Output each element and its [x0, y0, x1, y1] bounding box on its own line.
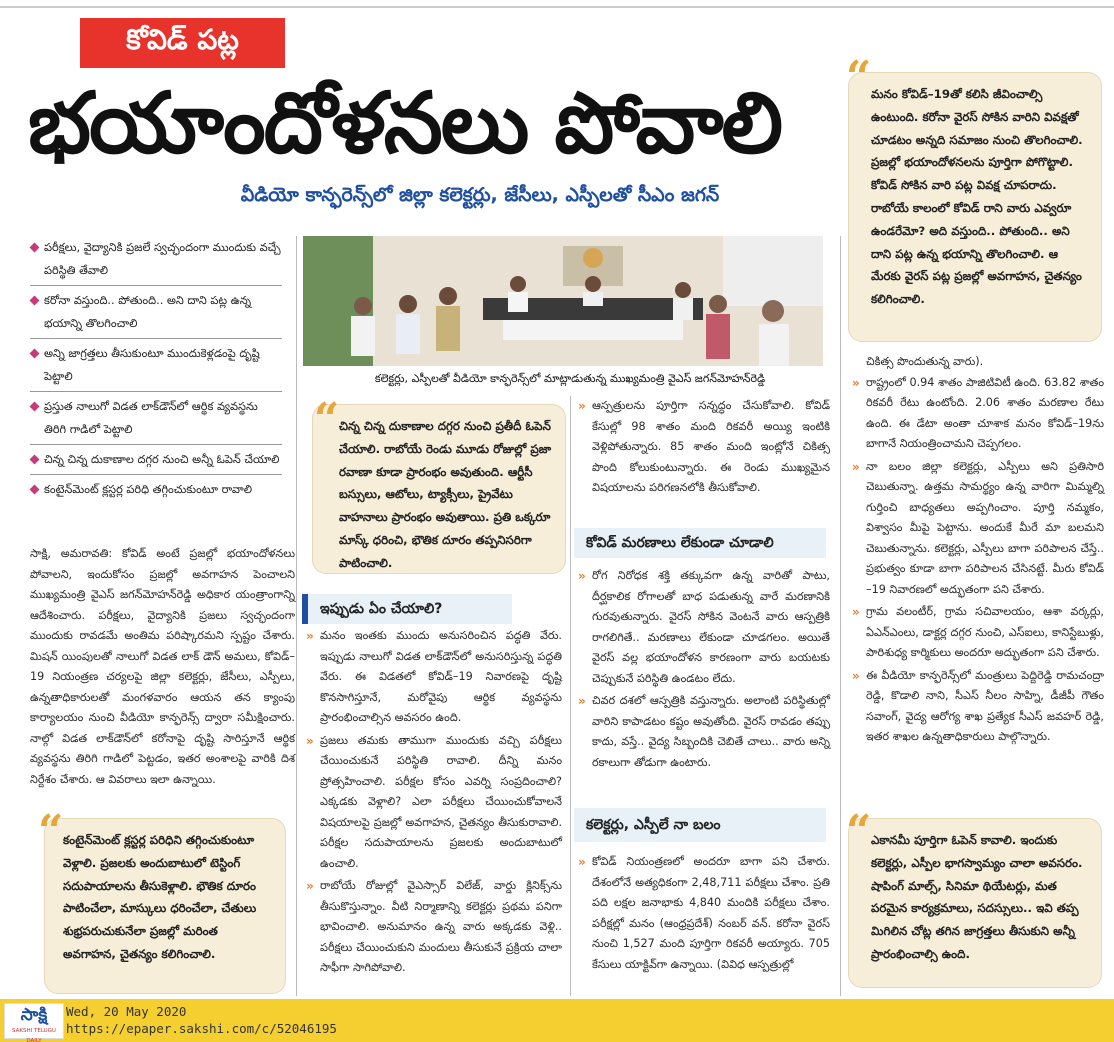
section-heading: కోవిడ్ మరణాలు లేకుండా చూడాలి	[574, 528, 826, 558]
column-divider	[296, 236, 297, 996]
intro-paragraph: సాక్షి, అమరావతి: కోవిడ్ అంటే ప్రజల్లో భయాందోళనలు పోవాలని, ఇందుకోసం ప్రజల్లో అవగాహన పెంచాలని ముఖ్యమంత్రి వైఎస్ జగన్‌మోహన్‌రెడ్డి అధికార యంత్రాంగాన్ని ఆదేశించారు. పరీక్షలు, వైద్యానికి ప్రజలు స్వచ్ఛందంగా ముందుకు రావడమే అంతిమ పరిష్కారమని స్పష్టం చేశారు. మిషన్ యింపులతో నాలుగో విడత లాక్ డౌన్ అమలు, కోవిడ్–19 నియంత్రణ చర్యలపై జిల్లా కలెక్టర్లు, జేసీలు, ఎస్పీలు, ఉన్నతాధికారులతో మంగళవారం ఆయన తన క్యాంపు కార్యాలయం నుంచి వీడియో కాన్ఫరెన్స్ ద్వారా సమీక్షించారు. నాల్గో విడత లాక్‌డౌన్‌లో కరోనాపై దృష్టి సారిస్తూనే ఆర్థిక వ్యవస్థను తిరిగి గాడిలో పెట్టడం, ఇతర అంశాలపై వారికి దిశ నిర్దేశం చేశారు. ఆ వివరాలు ఇలా ఉన్నాయి.	[30, 547, 295, 786]
quote-mark-icon: “	[846, 806, 872, 857]
conference-photo	[303, 236, 823, 366]
quote-text: మనం కోవిడ్–19తో కలిసి జీవించాల్సి ఉంటుంది. కరోనా వైరస్ సోకిన వారిని వివక్షతో చూడటం అన్నది సమాజం నుంచి తొలగించాలి. ప్రజల్లో భయాందోళనలను పూర్తిగా పోగొట్టాలి. కోవిడ్ సోకిన వారి పట్ల వివక్ష చూపరాదు. రాబోయే కాలంలో కోవిడ్ రాని వారు ఎవ్వరూ ఉండరేమో? అది వస్తుంది.. పోతుంది.. అని దాని పట్ల ఉన్న భయాన్ని తొలగించాలి. ఆ మేరకు వైరస్ పట్ల ప్రజల్లో అవగాహన, చైతన్యం కలిగించాలి.	[871, 87, 1083, 307]
column-divider	[840, 236, 841, 996]
section1-paragraph: » ప్రజలు తమకు తాముగా ముందుకు వచ్చి పరీక్షలు చేయించుకునే పరిస్థితి రావాలి. దీన్ని మనం ప్రోత్సహించాలి. పరీక్షల కోసం ఎవర్ని సంప్రదించాలి? ఎక్కడకు వెళ్లాలి? ఎలా పరీక్షలు చేయించుకోవాలనే విషయాలపై ప్రజల్లో అవగాహన, చైతన్యం తీసుకురావాలి. పరీక్షల సదుపాయాలను ప్రజలకు అందుబాటులో ఉంచాలి.	[306, 731, 562, 875]
quote-text: చిన్న చిన్న దుకాణాల దగ్గర నుంచి ప్రతీదీ ఓపెన్ చేయాలి. రాబోయే రెండు మూడు రోజుల్లో ప్రజా రవాణా కూడా ప్రారంభం అవుతుంది. ఆర్టీసీ బస్సులు, ఆటోలు, ట్యాక్సీలు, ప్రైవేటు వాహనాలు ప్రారంభం అవుతాయి. ప్రతి ఒక్కరూ మాస్క్ ధరించి, భౌతిక దూరం తప్పనిసరిగా పాటించాలి.	[339, 419, 552, 570]
key-point: పరీక్షలు, వైద్యానికి ప్రజలే స్వచ్ఛందంగా ముందుకు వచ్చే పరిస్థితి తేవాలి	[30, 236, 282, 286]
column3-paragraph: » ఆస్పత్రులను పూర్తిగా సన్నద్ధం చేసుకోవాలి. కోవిడ్ కేసుల్లో 98 శాతం మంది రికవరీ అయ్యి ఇంటికి వెళ్లిపోతున్నారు. 85 శాతం మంది ఇంట్లోనే చికిత్స పొంది కోలుకుంటున్నారు. ఈ రెండు ముఖ్యమైన విషయాలను పరిగణనలోకి తీసుకోవాలి.	[578, 396, 830, 499]
photo-caption: కలెక్టర్లు, ఎస్పీలతో వీడియో కాన్ఫరెన్స్‌లో మాట్లాడుతున్న ముఖ్యమంత్రి వైఎస్ జగన్‌మోహన్‌రెడ్డి	[374, 372, 766, 385]
section-tag: కోవిడ్ పట్ల	[80, 18, 285, 68]
section3-body	[578, 852, 830, 977]
section1-body	[306, 626, 562, 981]
column3-top	[578, 396, 830, 501]
section1-paragraph: » రాబోయే రోజుల్లో వైఎస్సార్ విలేజ్, వార్డు క్లినిక్స్‌ను తీసుకొస్తున్నాం. వీటి నిర్మాణాన్ని కలెక్టర్లు ప్రథమ పనిగా భావించాలి. అనుమానం ఉన్న వారు అక్కడకు వెళ్లి.. పరీక్షలు చేయించుకుని మందులు తీసుకునే ప్రక్రియ చాలా సాఫీగా సాగిపోవాలి.	[306, 876, 562, 979]
column4-paragraph: » ఈ వీడియో కాన్ఫరెన్స్‌లో మంత్రులు పెద్దిరెడ్డి రామచంద్రా రెడ్డి, కొడాలి నాని, సీఎస్ నీలం సాహ్ని, డీజీపీ గౌతం సవాంగ్, వైద్య ఆరోగ్య శాఖ ప్రత్యేక సీఎస్ జవహర్ రెడ్డి, ఇతర శాఖల ఉన్నతాధికారులు పాల్గొన్నారు.	[852, 666, 1104, 748]
subheadline: వీడియో కాన్ఫరెన్స్‌లో జిల్లా కలెక్టర్లు, జేసీలు, ఎస్పీలతో సీఎం జగన్	[240, 184, 720, 206]
epaper-url-link[interactable]: https://epaper.sakshi.com/c/52046195	[66, 1021, 337, 1036]
sakshi-logo[interactable]	[4, 1003, 64, 1042]
section-heading: ఇప్పుడు ఏం చేయాలి?	[302, 594, 512, 624]
quote-mark-icon: “	[314, 394, 340, 445]
key-point: అన్ని జాగ్రత్తలు తీసుకుంటూ ముందుకెళ్లడంపై దృష్టి పెట్టాలి	[30, 342, 282, 392]
section-heading: కలెక్టర్లు, ఎస్పీలే నా బలం	[574, 808, 826, 842]
edition-date: Wed, 20 May 2020	[66, 1004, 187, 1019]
column4-paragraph: » గ్రామ వలంటీర్, గ్రామ సచివాలయం, ఆశా వర్కర్లు, ఏఎన్ఎంలు, డాక్టర్ల దగ్గర నుంచి, ఎస్ఐలు, కానిస్టేబుళ్లు, పారిశుధ్య కార్మికులు అందరూ అద్భుతంగా పని చేశారు.	[852, 602, 1104, 664]
key-point: కంటైన్‌మెంట్ క్లస్టర్ల పరిధి తగ్గించుకుంటూ రావాలి	[30, 478, 282, 504]
section2-paragraph: » రోగ నిరోధక శక్తి తక్కువగా ఉన్న వారితో పాటు, దీర్ఘకాలిక రోగాలతో బాధ పడుతున్న వారే మరణానికి గురవుతున్నారు. వైరస్ సోకిన వెంటనే వారు ఆస్పత్రికి రాగలిగితే.. మరణాలు లేకుండా చూడగలం. అయితే వైరస్ వల్ల భయాందోళన కారణంగా వారు బయటకు చెప్పుకునే పరిస్థితి ఉండటం లేదు.	[578, 566, 830, 689]
logo-subtext: SAKSHI TELUGU DAILY	[12, 1028, 56, 1042]
quote-box-left	[44, 818, 286, 994]
key-point: ప్రస్తుత నాలుగో విడత లాక్‌డౌన్‌లో ఆర్థిక వ్యవస్థను తిరిగి గాడిలో పెట్టాలి	[30, 395, 282, 445]
quote-mark-icon: “	[846, 52, 872, 103]
section3-paragraph: » కోవిడ్ నియంత్రణలో అందరూ బాగా పని చేశారు. దేశంలోనే అత్యధికంగా 2,48,711 పరీక్షలు చేశాం. ప్రతి పది లక్షల జనాభాకు 4,840 మందికి పరీక్షలు చేశాం. పరీక్షల్లో మనం (ఆంధ్రప్రదేశ్) నంబర్ వన్. కరోనా వైరస్ నుంచి 1,527 మంది పూర్తిగా రికవరీ అయ్యారు. 705 కేసులు యాక్టివ్‌గా ఉన్నాయి. (వివిధ ఆస్పత్రుల్లో	[578, 852, 830, 975]
column-divider	[570, 396, 571, 996]
quote-box-right-bottom	[848, 818, 1102, 988]
quote-mark-icon: “	[38, 806, 64, 857]
column4-paragraph: » నా బలం జిల్లా కలెక్టర్లు, ఎస్పీలు అని ప్రతిసారి చెబుతున్నా. ఉత్తమ సామర్థ్యం ఉన్న వారిగా మిమ్మల్ని గుర్తించి బాధ్యతలు అప్పగించాం. పూర్తి నమ్మకం, విశ్వాసం మీపై పెట్టాను. అందుకే మీరే మా బలమని చెబుతున్నాను. కలెక్టర్లు, ఎస్పీలు బాగా పరిపాలన చేస్తే.. ప్రభుత్వం కూడా బాగా పరిపాలన చేసినట్టే. మీరు కోవిడ్ –19 నివారణలో అద్భుతంగా పని చేశారు.	[852, 457, 1104, 601]
logo-text: సాక్షి	[20, 1005, 48, 1025]
quote-text: ఎకానమీ పూర్తిగా ఓపెన్ కావాలి. ఇందుకు కలెక్టర్లు, ఎస్పీల భాగస్వామ్యం చాలా అవసరం. షాపింగ్ మాల్స్, సినిమా థియేటర్లు, మత పరమైన కార్యక్రమాలు, సదస్సులు.. ఇవి తప్ప మిగిలిన చోట్ల తగిన జాగ్రత్తలు తీసుకుని అన్నీ ప్రారంభించాల్సి ఉంది.	[871, 833, 1083, 961]
section1-paragraph: » మనం ఇంతకు ముందు అనుసరించిన పద్ధతి వేరు. ఇప్పుడు నాలుగో విడత లాక్‌డౌన్‌లో అనుసరిస్తున్న పద్ధతి వేరు. ఈ విడతలో కోవిడ్–19 నివారణపై దృష్టి కొనసాగిస్తూనే, మరోవైపు ఆర్థిక వ్యవస్థను ప్రారంభించాల్సిన అవసరం ఉంది.	[306, 626, 562, 729]
column4-paragraph: » రాష్ట్రంలో 0.94 శాతం పాజిటివిటీ ఉంది. 63.82 శాతం రికవరీ రేటు ఉంటోంది. 2.06 శాతం మరణాల రేటు ఉంది. ఈ డేటా అంతా చూశాక మనం కోవిడ్–19ను బాగానే నియంత్రించామని చెప్పగలం.	[852, 373, 1104, 455]
key-point: కరోనా వస్తుంది.. పోతుంది.. అని దాని పట్ల ఉన్న భయాన్ని తొలగించాలి	[30, 289, 282, 339]
column4-body	[852, 352, 1104, 750]
meeting-illustration	[303, 236, 823, 366]
top-rule	[0, 6, 1114, 8]
key-points-list	[30, 236, 282, 507]
column4-lead: చికిత్స పొందుతున్న వారు).	[866, 355, 984, 368]
headline: భయాందోళనలు పోవాలి	[28, 74, 782, 172]
key-point: చిన్న చిన్న దుకాణాల దగ్గర నుంచి అన్నీ ఓపెన్ చేయాలి	[30, 448, 282, 475]
quote-text: కంటైన్‌మెంట్ క్లస్టర్ల పరిధిని తగ్గించుకుంటూ వెళ్లాలి. ప్రజలకు అందుబాటులో టెస్టింగ్ సదుపాయాలను తీసుకెళ్లాలి. భౌతిక దూరం పాటించేలా, మాస్కులు ధరించేలా, చేతులు శుభ్రపరుచుకునేలా ప్రజల్లో మరింత అవగాహన, చైతన్యం కలిగించాలి.	[63, 833, 257, 961]
footer-text	[66, 1003, 337, 1037]
section2-paragraph: » చివర దశలో ఆస్పత్రికి వస్తున్నారు. అలాంటి పరిస్థితుల్లో వారిని కాపాడటం కష్టం అవుతోంది. వైరస్ రావడం తప్పు కాదు, వస్తే.. వైద్య సిబ్బందికి చెబితే చాలు.. వారు అన్ని రకాలుగా తోడుగా ఉంటారు.	[578, 691, 830, 773]
section2-body	[578, 566, 830, 775]
quote-box-right-top	[848, 72, 1102, 342]
quote-box-middle	[312, 404, 566, 574]
